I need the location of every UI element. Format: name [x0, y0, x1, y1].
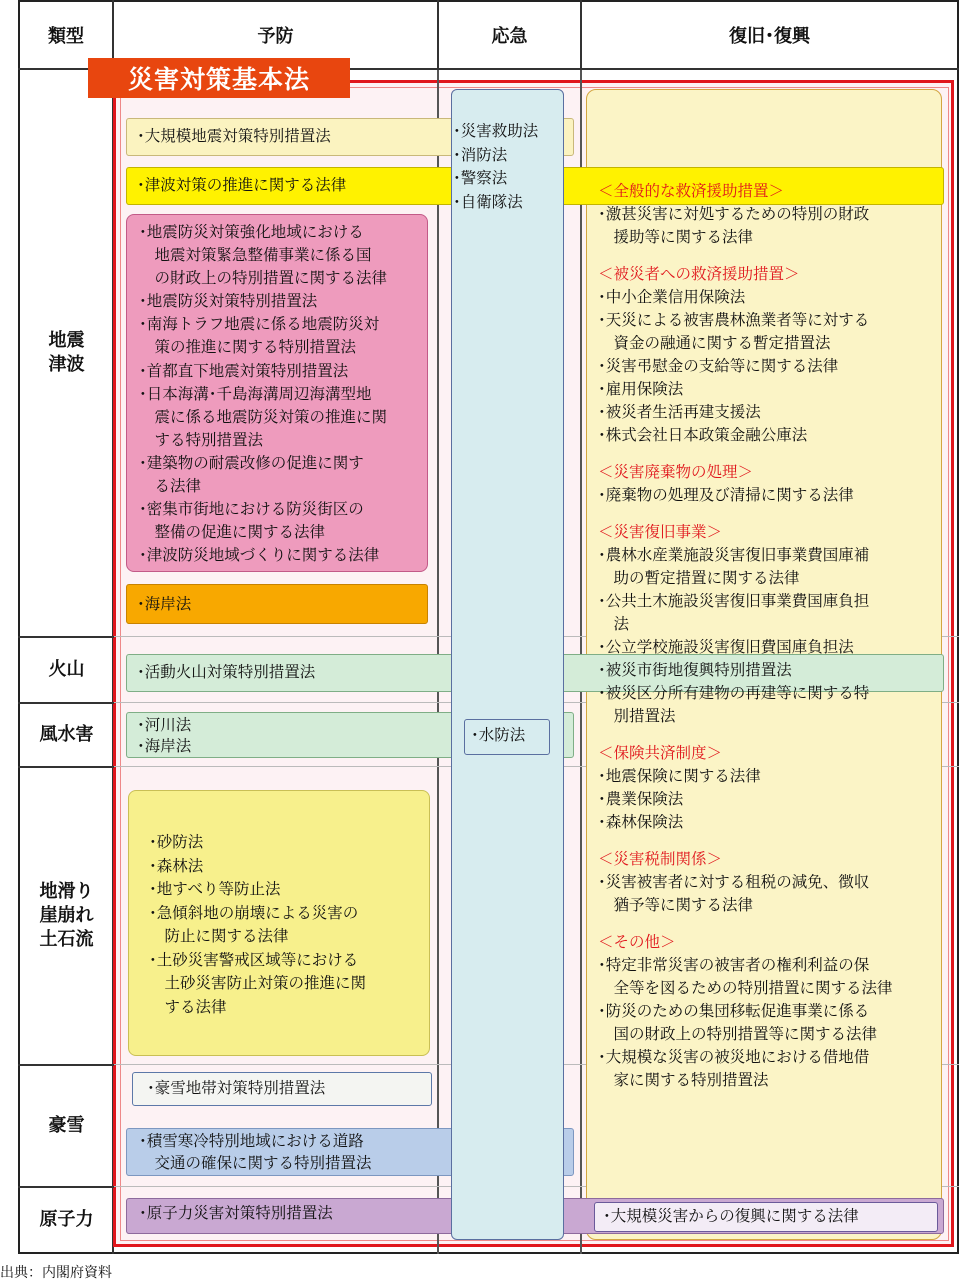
list-item: ･廃棄物の処理及び清掃に関する法律	[598, 486, 854, 504]
list-item: ･公共土木施設災害復旧事業費国庫負担	[598, 592, 870, 610]
law-box-quake-group: ･地震防災対策強化地域における 地震対策緊急整備事業に係る国 の財政上の特別措置に関する法律 ･地震防災対策特別措置法 ･南海トラフ地震に係る地震防災対 策の推進に関する特別措置法 ･首都直下地震対策特別措置法 ･日本海溝･千島海溝周辺海溝型地 震に係る地震防災対策の推進に関 する特別措置法 ･建築物の耐震改修の促進に関す る法律 ･密集市街地における防災街区の 整備の促進に関する法律 ･津波防災地域づくりに関する法律	[126, 214, 428, 572]
list-item: 猶予等に関する法律	[598, 896, 754, 914]
list-item: 援助等に関する法律	[598, 228, 754, 246]
list-item: 別措置法	[598, 707, 676, 725]
list-item: ･農林水産業施設災害復旧事業費国庫補	[598, 546, 870, 564]
source-note: 出典：内閣府資料	[0, 1265, 112, 1281]
law-box-flood-defense: ･水防法	[464, 719, 550, 755]
law-box-recovery-nuclear: ･大規模災害からの復興に関する法律	[594, 1202, 938, 1232]
law-box-landslide: ･砂防法 ･森林法 ･地すべり等防止法 ･急傾斜地の崩壊による災害の 防止に関する法律 ･土砂災害警戒区域等における 土砂災害防止対策の推進に関 する法律	[128, 790, 430, 1056]
basic-act-banner: 災害対策基本法	[88, 58, 350, 98]
section-title: ＜災害廃棄物の処理＞	[598, 463, 754, 481]
category-flood: 風水害	[39, 723, 94, 745]
list-item: ･防災のための集団移転促進事業に係る	[598, 1002, 870, 1020]
list-item: ･被災者生活再建支援法	[598, 403, 761, 421]
list-item: 全等を図るための特別措置に関する法律	[598, 979, 893, 997]
list-item: ･激甚災害に対処するための特別の財政	[598, 205, 870, 223]
list-item: ･特定非常災害の被害者の権利利益の保	[598, 956, 870, 974]
category-landslide: 地滑り 崖崩れ 土石流	[39, 880, 94, 951]
list-item: ･公立学校施設災害復旧費国庫負担法	[598, 638, 854, 656]
list-item: ･農業保険法	[598, 790, 684, 808]
category-volcano: 火山	[48, 658, 85, 680]
law-box-flood: ･河川法 ･海岸法	[126, 712, 574, 758]
emergency-law-list: ･災害救助法 ･消防法 ･警察法 ･自衛隊法	[453, 122, 539, 211]
section-title: ＜その他＞	[598, 933, 676, 951]
law-box-coast: ･海岸法	[126, 584, 428, 624]
header-prevention: 予防	[257, 26, 294, 47]
law-box-tsunami: ･津波対策の推進に関する法律	[126, 167, 944, 205]
law-box-large-quake: ･大規模地震対策特別措置法	[126, 118, 574, 156]
list-item: 国の財政上の特別措置等に関する法律	[598, 1025, 878, 1043]
header-emergency: 応急	[491, 26, 528, 47]
list-item: ･地震保険に関する法律	[598, 767, 761, 785]
category-earthquake: 地震 津波	[48, 329, 85, 375]
category-snow: 豪雪	[48, 1114, 85, 1136]
section-title: ＜被災者への救済援助措置＞	[598, 265, 800, 283]
list-item: ･災害被害者に対する租税の減免、徴収	[598, 873, 870, 891]
section-title: ＜全般的な救済援助措置＞	[598, 182, 785, 200]
list-item: ･森林保険法	[598, 813, 684, 831]
list-item: 家に関する特別措置法	[598, 1071, 769, 1089]
emergency-panel	[451, 89, 564, 1240]
list-item: ･中小企業信用保険法	[598, 288, 746, 306]
law-box-volcano: ･活動火山対策特別措置法	[126, 654, 944, 692]
section-title: ＜災害税制関係＞	[598, 850, 723, 868]
list-item: ･天災による被害農林漁業者等に対する	[598, 311, 870, 329]
list-item: ･災害弔慰金の支給等に関する法律	[598, 357, 839, 375]
list-item: ･被災市街地復興特別措置法	[598, 661, 792, 679]
recovery-law-list	[598, 180, 893, 1092]
law-box-snow-road: ･積雪寒冷特別地域における道路 交通の確保に関する特別措置法	[126, 1128, 574, 1176]
list-item: ･被災区分所有建物の再建等に関する特	[598, 684, 870, 702]
list-item: ･株式会社日本政策金融公庫法	[598, 426, 808, 444]
list-item: 資金の融通に関する暫定措置法	[598, 334, 831, 352]
law-box-heavy-snow: ･豪雪地帯対策特別措置法	[132, 1072, 432, 1106]
header-recovery: 復旧･復興	[729, 26, 810, 47]
list-item: 法	[598, 615, 630, 633]
list-item: ･雇用保険法	[598, 380, 684, 398]
list-item: ･大規模な災害の被災地における借地借	[598, 1048, 870, 1066]
law-box-nuclear: ･原子力災害対策特別措置法	[126, 1198, 944, 1234]
header-type: 類型	[48, 26, 84, 47]
section-title: ＜災害復旧事業＞	[598, 523, 723, 541]
list-item: 助の暫定措置に関する法律	[598, 569, 800, 587]
category-nuclear: 原子力	[39, 1208, 94, 1230]
section-title: ＜保険共済制度＞	[598, 744, 723, 762]
